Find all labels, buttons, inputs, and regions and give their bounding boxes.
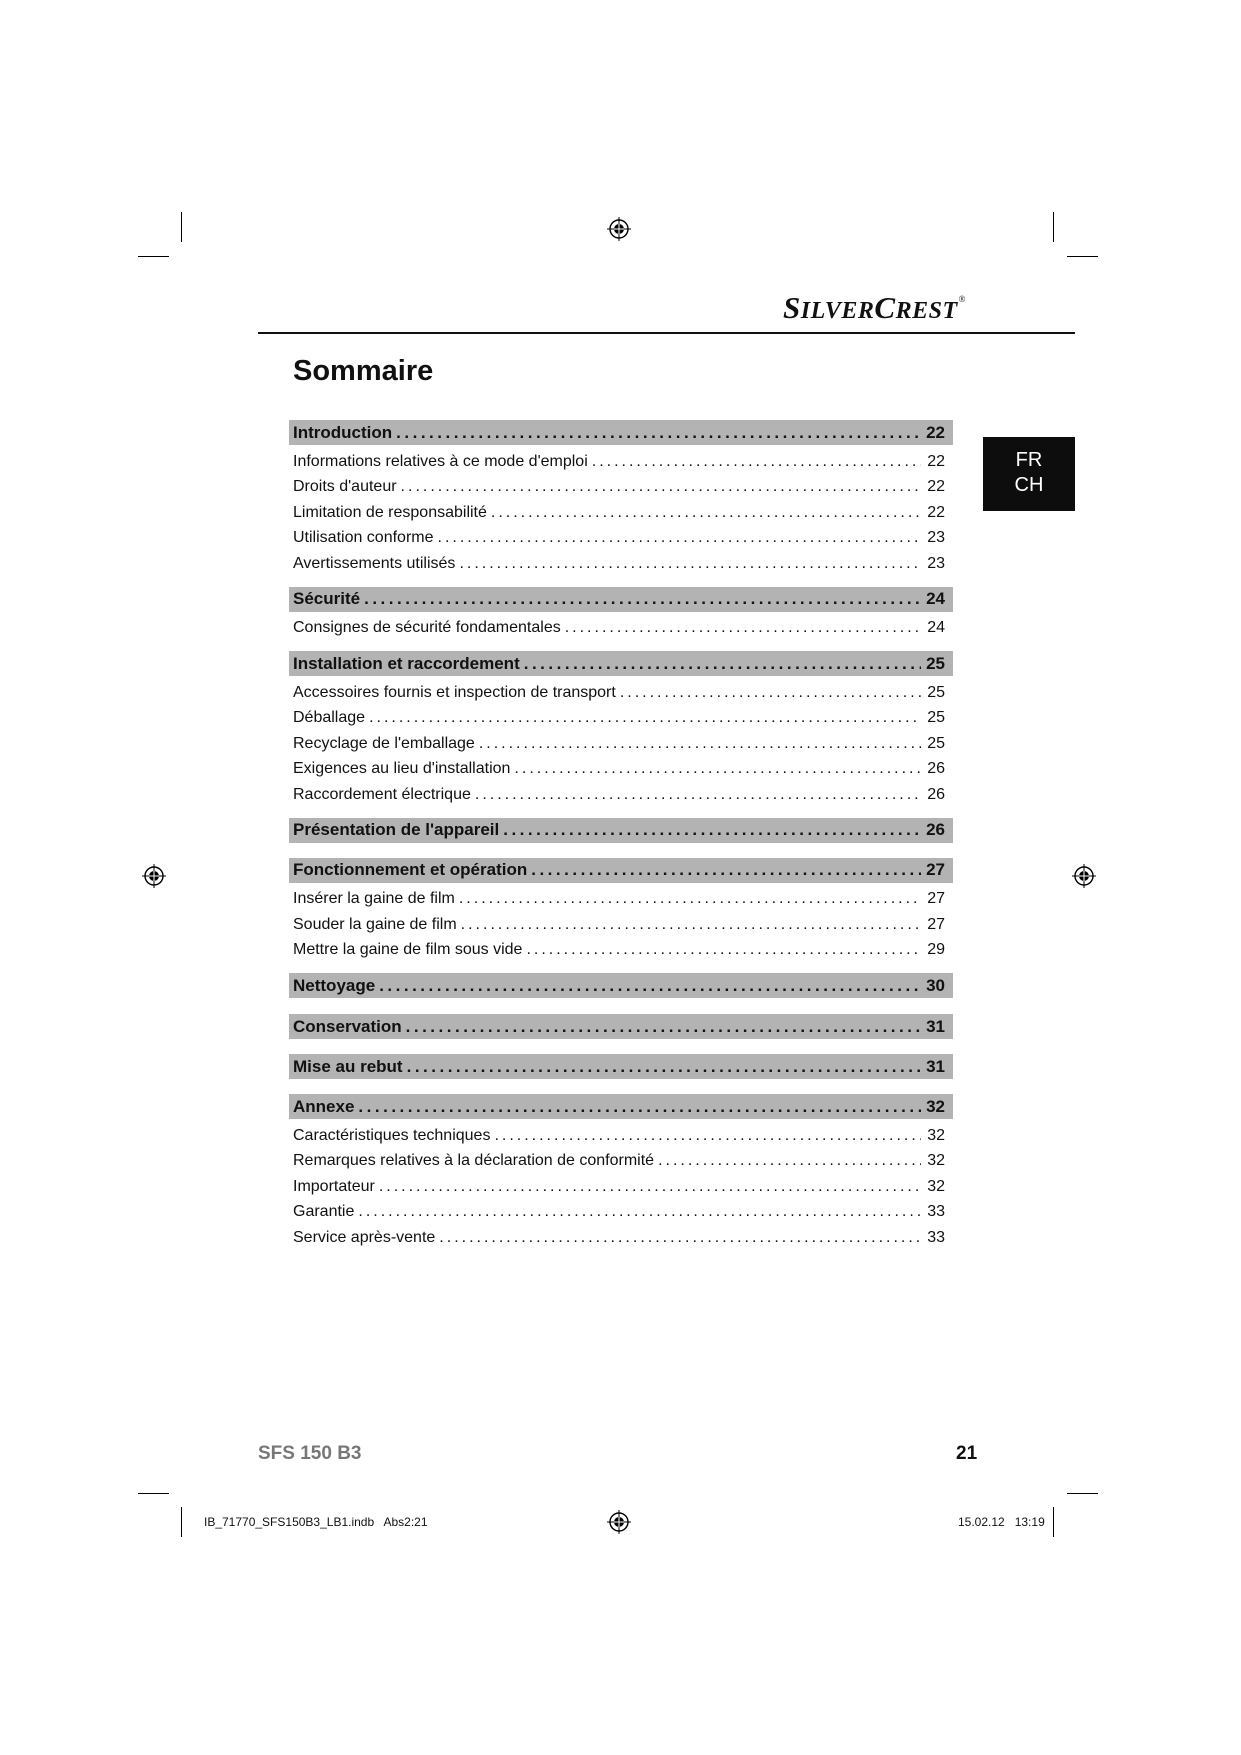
language-fr: FR (1015, 449, 1043, 471)
crop-mark (1067, 1493, 1098, 1494)
toc-entry[interactable]: Limitation de responsabilité ..... 22 (289, 500, 953, 526)
toc-entry[interactable]: Avertissements utilisés ..... 23 (289, 551, 953, 577)
toc-entry[interactable]: Souder la gaine de film ..... 27 (289, 912, 953, 938)
toc-section-annexe[interactable]: Annexe ..... 32 (289, 1094, 953, 1119)
toc-section-securite[interactable]: Sécurité ..... 24 (289, 587, 953, 612)
toc-entry[interactable]: Informations relatives à ce mode d'emploi ..... 22 (289, 449, 953, 475)
toc-section-introduction[interactable]: Introduction ..... 22 (289, 420, 953, 445)
toc-entry[interactable]: Raccordement électrique ..... 26 (289, 782, 953, 808)
toc-section-conservation[interactable]: Conservation ..... 31 (289, 1014, 953, 1039)
registration-mark-icon (607, 217, 631, 241)
toc-section-rebut[interactable]: Mise au rebut ..... 31 (289, 1054, 953, 1079)
page-title: Sommaire (293, 355, 434, 387)
toc-entry[interactable]: Exigences au lieu d'installation ..... 26 (289, 757, 953, 783)
toc-entry[interactable]: Accessoires fournis et inspection de transport ..... 25 (289, 680, 953, 706)
crop-mark (181, 212, 182, 242)
toc-section-fonctionnement[interactable]: Fonctionnement et opération ..... 27 (289, 858, 953, 883)
brand-logo: SILVERCREST® (783, 290, 966, 325)
crop-mark (138, 256, 169, 257)
print-slug-datetime: 15.02.12 13:19 (958, 1515, 1045, 1529)
toc-entry[interactable]: Service après-vente ..... 33 (289, 1225, 953, 1251)
crop-mark (181, 1507, 182, 1537)
footer-model: SFS 150 B3 (258, 1443, 362, 1464)
toc-entry[interactable]: Utilisation conforme ..... 23 (289, 526, 953, 552)
registration-mark-icon (607, 1510, 631, 1534)
crop-mark (1067, 256, 1098, 257)
toc-entry[interactable]: Garantie ..... 33 (289, 1200, 953, 1226)
toc-entry[interactable]: Insérer la gaine de film ..... 27 (289, 887, 953, 913)
crop-mark (1053, 212, 1054, 242)
toc-entry[interactable]: Consignes de sécurité fondamentales ..... 24 (289, 616, 953, 642)
language-ch: CH (1014, 474, 1044, 496)
print-slug-file: IB_71770_SFS150B3_LB1.indb Abs2:21 (204, 1515, 428, 1529)
toc-entry[interactable]: Remarques relatives à la déclaration de conformité ..... 32 (289, 1149, 953, 1175)
language-tab (983, 437, 1075, 511)
toc-section-nettoyage[interactable]: Nettoyage ..... 30 (289, 973, 953, 998)
registration-mark-icon (1072, 864, 1096, 888)
table-of-contents (289, 420, 953, 1251)
header-rule (258, 332, 1075, 334)
toc-section-presentation[interactable]: Présentation de l'appareil ..... 26 (289, 818, 953, 843)
toc-entry[interactable]: Déballage ..... 25 (289, 706, 953, 732)
toc-entry[interactable]: Importateur ..... 32 (289, 1174, 953, 1200)
toc-entry[interactable]: Caractéristiques techniques ..... 32 (289, 1123, 953, 1149)
toc-entry[interactable]: Recyclage de l'emballage ..... 25 (289, 731, 953, 757)
crop-mark (1053, 1507, 1054, 1537)
toc-entry[interactable]: Mettre la gaine de film sous vide ..... 29 (289, 938, 953, 964)
crop-mark (138, 1493, 169, 1494)
toc-section-installation[interactable]: Installation et raccordement ..... 25 (289, 651, 953, 676)
toc-entry[interactable]: Droits d'auteur ..... 22 (289, 475, 953, 501)
footer-page-number: 21 (956, 1443, 978, 1464)
registration-mark-icon (142, 864, 166, 888)
